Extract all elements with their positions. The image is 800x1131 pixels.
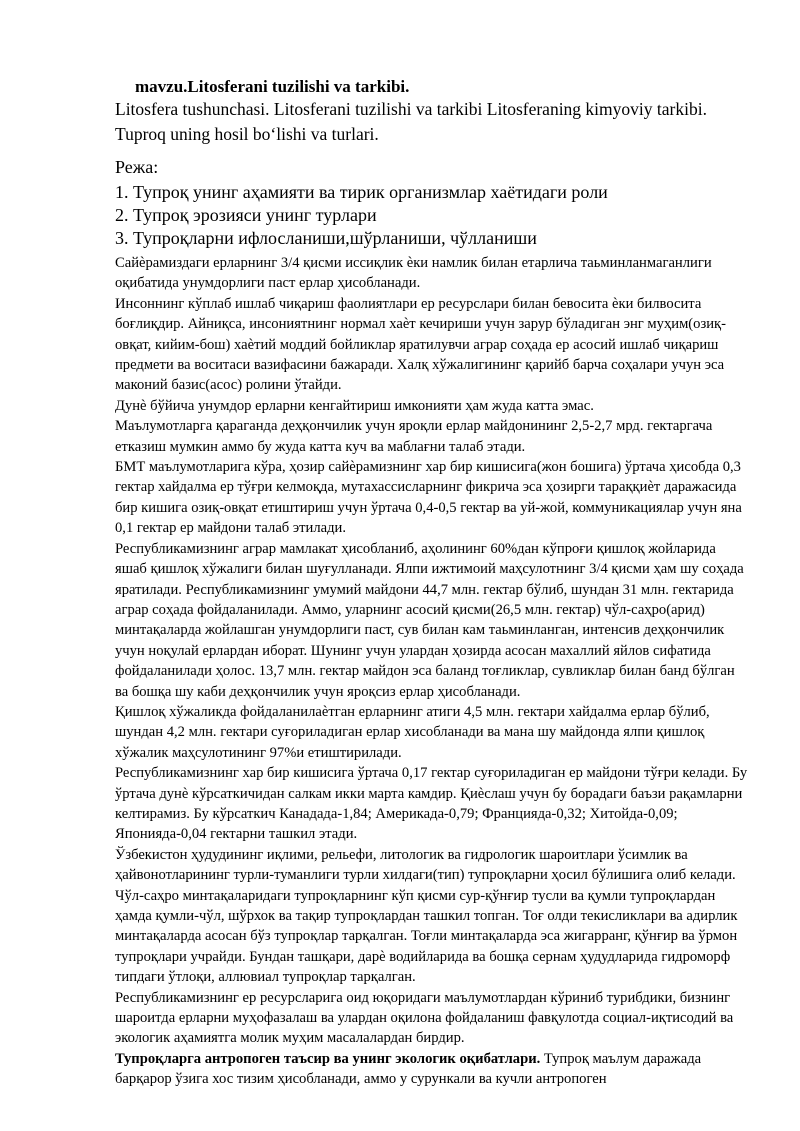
paragraph: Маълумотларга қараганда деҳқончилик учун яроқли ерлар майдонининг 2,5-2,7 мрд. гектаргача етказиш мумкин аммо бу жуда катта куч ва маблағни талаб этади.	[115, 418, 713, 455]
section-heading: Тупроқларга антропоген таъсир ва унинг экологик оқибатлари.	[115, 1050, 541, 1067]
paragraph: Республикамизнинг ер ресурсларига оид юқоридаги маълумотлардан кўриниб турибдики, бизнинг шароитда ерларни муҳофазалаш ва улардан оқилона фойдаланиш фавқулотда социал-иқтисодий ва экологик аҳамиятга молик муҳим масалалардан бирдир.	[115, 989, 734, 1047]
paragraph: БМТ маълумотларига кўра, ҳозир сайѐрамизнинг хар бир кишисига(жон бошига) ўртача ҳисобда 0,3 гектар хайдалма ер тўғри келмоқда, мутахассисларнинг фикрича эса ҳозирги тараққиѐт даражасида бир кишига озиқ-овқат етиштириш учун ўртача 0,4-0,5 гектар ва уй-жой, коммуникациялар учун яна 0,1 гектар ер майдони талаб этилади.	[115, 459, 742, 537]
plan-item: 3. Тупроқларни ифлосланиши,шўрланиши, чўлланиши	[115, 228, 537, 248]
paragraph: Сайѐрамиздаги ерларнинг 3/4 қисми иссиқлик ѐки намлик билан етарлича таьминланмаганлиги оқибатида унумдорлиги паст ерлар ҳисобланади.	[115, 255, 712, 292]
document-title: mavzu.Litosferani tuzilishi va tarkibi.	[135, 77, 410, 96]
paragraph: Қишлоқ хўжаликда фойдаланилаѐтган ерларнинг атиги 4,5 млн. гектари хайдалма ерлар бўлиб, шундан 4,2 млн. гектари суғориладиган ерлар хисобланади ва мана шу майдонда ялпи қишлоқ хўжалик маҳсулотининг 97%и етиштирилади.	[115, 703, 710, 761]
paragraph	[115, 1049, 750, 1090]
paragraph: Республикамизнинг аграр мамлакат ҳисобланиб, аҳолининг 60%дан кўпроғи қишлоқ жойларида яшаб қишлоқ хўжалиги билан шуғулланади. Ялпи ижтимоий маҳсулотнинг 3/4 қисми ҳам шу соҳада яратилади. Республикамизнинг умумий майдони 44,7 млн. гектар бўлиб, шундан 31 млн. гектарида аграр соҳада фойдаланилади. Аммо, уларнинг асосий қисми(26,5 млн. гектар) чўл-саҳро(арид) минтақаларда жойлашган унумдорлиги паст, сув билан кам таьминланган, интенсив деҳқончилик учун ноқулай ерлардан иборат. Шунинг учун улардан ҳозирда асосан махаллий яйлов сифатида фойдаланилади ҳолос. 13,7 млн. гектар майдон эса баланд тоғликлар, сувликлар билан банд бўлган ва бошқа шу каби деҳқончилик учун яроқсиз ерлар ҳисобланади.	[115, 540, 744, 700]
document-subtitle: Litosfera tushunchasi. Litosferani tuzilishi va tarkibi Litosferaning kimyoviy tarkibi. Tuproq uning hosil bo‘lishi va turlari.	[115, 99, 707, 144]
paragraph-text: Тупроқ маълум даражада барқарор ўзига хос тизим ҳисобланади, аммо у сурункали ва кучли антропоген	[115, 1050, 702, 1088]
paragraph: Ўзбекистон ҳудудининг иқлими, рельефи, литологик ва гидрологик шароитлари ўсимлик ва ҳайвонотларининг турли-туманлиги турли хилдаги(тип) тупроқларни ҳосил бўлишига олиб келади. Чўл-саҳро минтақаларидаги тупроқларнинг кўп қисми сур-қўнғир тусли ва қумли тупроқлардан ҳамда қумли-чўл, шўрхок ва тақир тупроқлардан ташкил топган. Тоғ олди текисликлари ва адирлик минтақаларда асосан бўз тупроқлар тарқалган. Тоғли минтақаларда эса жигарранг, қўнғир ва ўрмон тупроқлари учрайди. Бундан ташқари, дарѐ водийларида ва бошқа сернам ҳудудларида гидроморф типдаги ўтлоқи, аллювиал тупроқлар тарқалган.	[115, 846, 738, 986]
paragraph: Инсоннинг кўплаб ишлаб чиқариш фаолиятлари ер ресурслари билан бевосита ѐки билвосита боғлиқдир. Айниқса, инсониятнинг нормал хаѐт кечириши учун зарур бўладиган энг муҳим(озиқ-овқат, кийим-бош) хаѐтий моддий бойликлар яратилувчи аграр соҳада ер асосий ишлаб чиқариш предмети ва воситаси вазифасини бажаради. Халқ хўжалигининг қарийб барча соҳалари учун эса маконий базис(асос) ролини ўтайди.	[115, 295, 726, 394]
paragraph: Дунѐ бўйича унумдор ерларни кенгайтириш имконияти ҳам жуда катта эмас.	[115, 397, 594, 414]
plan-section	[115, 156, 608, 250]
paragraph: Республикамизнинг хар бир кишисига ўртача 0,17 гектар суғориладиган ер майдони тўғри келади. Бу ўртача дунѐ кўрсаткичидан салкам икки марта камдир. Қиѐслаш учун бу борадаги баъзи рақамларни келтирамиз. Бу кўрсаткич Канадада-1,84; Америкада-0,79; Францияда-0,32; Хитойда-0,09; Японияда-0,04 гектарни ташкил этади.	[115, 765, 748, 843]
body-text	[115, 253, 750, 1090]
plan-heading: Режа:	[115, 157, 159, 177]
plan-item: 1. Тупроқ унинг аҳамияти ва тирик организмлар хаётидаги роли	[115, 182, 608, 202]
plan-item: 2. Тупроқ эрозияси унинг турлари	[115, 205, 377, 225]
